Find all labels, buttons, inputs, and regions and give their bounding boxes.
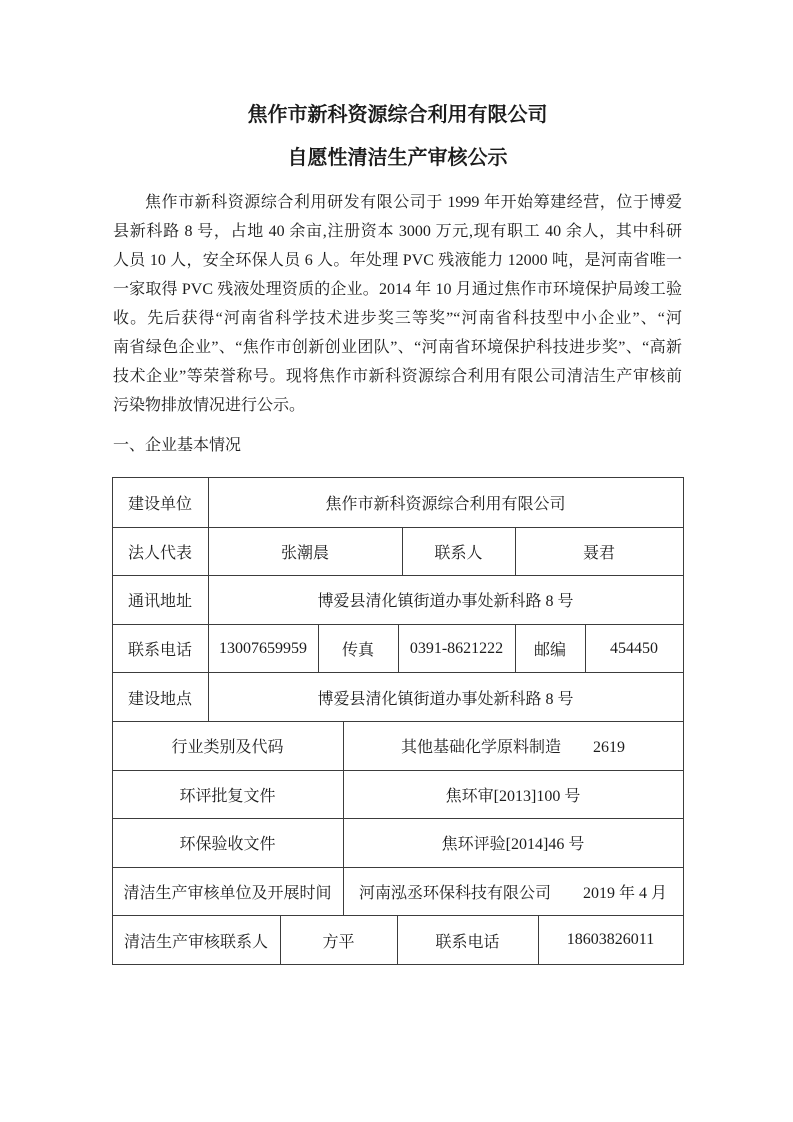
document-title-line1: 焦作市新科资源综合利用有限公司 bbox=[247, 104, 548, 126]
cell-audit-contact-label: 清洁生产审核联系人 bbox=[123, 933, 268, 951]
table-row bbox=[113, 672, 683, 721]
paragraph-line: 南省绿色企业”、“焦作市创新创业团队”、“河南省环境保护科技进步奖”、“高新 bbox=[113, 339, 682, 356]
table-row bbox=[113, 721, 683, 770]
table-row bbox=[113, 527, 683, 576]
cell-audit-unit-time-value: 河南泓丞环保科技有限公司 2019 年 4 月 bbox=[343, 868, 683, 916]
cell-audit-phone-value: 18603826011 bbox=[538, 916, 683, 964]
paragraph-line: 人员 10 人，安全环保人员 6 人。年处理 PVC 残液能力 12000 吨，是河南省唯一 bbox=[113, 252, 682, 269]
cell-postcode-value: 454450 bbox=[585, 625, 683, 673]
cell-eia-approval-value: 焦环审[2013]100 号 bbox=[343, 771, 683, 819]
document-title-line2: 自愿性清洁生产审核公示 bbox=[287, 147, 508, 169]
cell-fax-label: 传真 bbox=[318, 625, 398, 673]
table-row bbox=[113, 624, 683, 673]
document-content bbox=[113, 0, 682, 965]
cell-audit-unit-time-label: 清洁生产审核单位及开展时间 bbox=[123, 885, 332, 903]
table-row bbox=[113, 770, 683, 819]
cell-fax-value: 0391-8621222 bbox=[398, 625, 515, 673]
cell-mailing-address-value: 博爱县清化镇街道办事处新科路 8 号 bbox=[208, 576, 683, 624]
cell-eia-approval-label: 环评批复文件 bbox=[179, 787, 276, 805]
cell-audit-contact-value: 方平 bbox=[280, 916, 397, 964]
cell-legal-rep-value: 张潮晨 bbox=[208, 528, 402, 576]
table-row bbox=[113, 478, 683, 527]
cell-construction-unit-value: 焦作市新科资源综合利用有限公司 bbox=[208, 478, 683, 527]
cell-phone-label: 联系电话 bbox=[127, 642, 192, 660]
table-row bbox=[113, 915, 683, 964]
intro-paragraph bbox=[113, 188, 682, 420]
cell-contact-person-value: 聂君 bbox=[515, 528, 683, 576]
table-row bbox=[113, 575, 683, 624]
cell-construction-unit-label: 建设单位 bbox=[127, 495, 192, 513]
cell-env-acceptance-value: 焦环评验[2014]46 号 bbox=[343, 819, 683, 867]
section-heading-basic-info: 一、企业基本情况 bbox=[113, 437, 242, 454]
cell-industry-category-label: 行业类别及代码 bbox=[171, 739, 284, 757]
cell-audit-phone-label: 联系电话 bbox=[397, 916, 538, 964]
cell-construction-site-label: 建设地点 bbox=[127, 690, 192, 708]
company-info-table bbox=[112, 477, 684, 965]
paragraph-line: 技术企业”等荣誉称号。现将焦作市新科资源综合利用有限公司清洁生产审核前 bbox=[113, 368, 682, 385]
cell-postcode-label: 邮编 bbox=[515, 625, 585, 673]
cell-phone-value: 13007659959 bbox=[208, 625, 318, 673]
paragraph-line: 县新科路 8 号，占地 40 余亩,注册资本 3000 万元,现有职工 40 余人，其中科研 bbox=[113, 223, 682, 240]
table-row bbox=[113, 818, 683, 867]
paragraph-line: 一家取得 PVC 残液处理资质的企业。2014 年 10 月通过焦作市环境保护局竣工验 bbox=[113, 281, 682, 298]
table-row bbox=[113, 867, 683, 916]
cell-construction-site-value: 博爱县清化镇街道办事处新科路 8 号 bbox=[208, 673, 683, 721]
paragraph-line: 收。先后获得“河南省科学技术进步奖三等奖”“河南省科技型中小企业”、“河 bbox=[113, 310, 682, 327]
cell-industry-category-value: 其他基础化学原料制造 2619 bbox=[343, 722, 683, 770]
paragraph-line: 焦作市新科资源综合利用研发有限公司于 1999 年开始筹建经营，位于博爱 bbox=[145, 194, 682, 211]
cell-contact-person-label: 联系人 bbox=[402, 528, 515, 576]
cell-env-acceptance-label: 环保验收文件 bbox=[179, 836, 276, 854]
paragraph-line: 污染物排放情况进行公示。 bbox=[113, 397, 306, 414]
cell-mailing-address-label: 通讯地址 bbox=[127, 593, 192, 611]
cell-legal-rep-label: 法人代表 bbox=[127, 544, 192, 562]
